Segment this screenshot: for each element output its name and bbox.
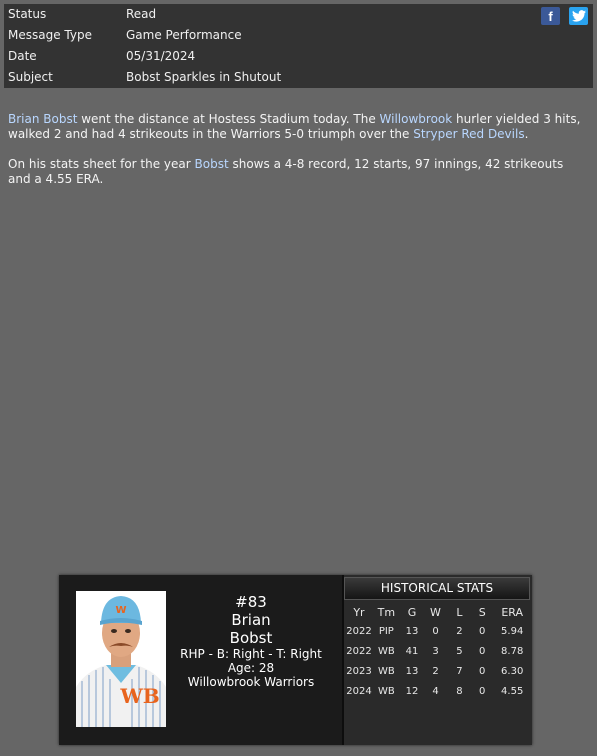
header-row-message-type [4,25,593,46]
player-info-panel [59,575,342,745]
player-card [59,575,532,745]
twitter-icon [572,10,586,22]
article-paragraph-1: Brian Bobst went the distance at Hostess Stadium today. The Willowbrook hurler yielded 3 hits, walked 2 and had 4 strikeouts in the Warriors 5-0 triumph over the Stryper Red Devils. [8,112,581,141]
player-bats-throws: RHP - B: Right - T: Right [180,647,322,661]
player-portrait[interactable] [76,591,166,727]
player-age: Age: 28 [227,661,275,675]
message-type-label: Message Type [8,28,92,42]
player-portrait-image [76,591,166,727]
facebook-icon: f [548,8,553,24]
twitter-share-button[interactable] [569,7,588,25]
player-details [171,593,331,689]
message-type-value: Game Performance [126,28,242,42]
jersey-logo: WB [120,684,160,708]
article-body [8,112,588,202]
player-number: #83 [235,593,267,611]
status-value: Read [126,7,157,21]
player-first-name: Brian [231,611,271,629]
stats-row: 2023 WB 13 2 7 0 6.30 [346,665,524,677]
stats-row: 2022 WB 41 3 5 0 8.78 [346,645,524,657]
date-value: 05/31/2024 [126,49,196,63]
col-g: G [407,605,417,619]
header-row-date [4,46,593,67]
status-label: Status [8,7,47,21]
col-w: W [430,605,441,619]
player-team[interactable]: Willowbrook Warriors [187,675,315,689]
stats-row: 2024 WB 12 4 8 0 4.55 [346,685,524,697]
stats-row: 2022 PIP 13 0 2 0 5.94 [346,625,524,637]
stats-header-row [345,603,532,621]
col-tm: Tm [377,605,396,619]
player-last-name: Bobst [229,629,273,647]
col-era: ERA [501,605,524,619]
team-link[interactable]: Willowbrook [379,112,453,126]
col-s: S [478,605,486,619]
cap-logo: W [115,605,127,616]
message-header [4,4,593,88]
header-row-subject [4,67,593,88]
historical-stats-table [345,603,532,701]
historical-stats-title[interactable]: HISTORICAL STATS [344,577,530,600]
historical-stats-panel [344,575,532,745]
col-l: L [456,605,463,619]
opponent-link[interactable]: Stryper Red Devils [413,127,525,141]
article-paragraph-2: On his stats sheet for the year Bobst shows a 4-8 record, 12 starts, 97 innings, 42 strikeouts and a 4.55 ERA. [8,157,564,186]
subject-label: Subject [8,70,53,84]
player-link-2[interactable]: Bobst [194,157,229,171]
col-yr: Yr [353,605,365,619]
subject-value: Bobst Sparkles in Shutout [126,70,282,84]
header-row-status [4,4,593,25]
player-link[interactable]: Brian Bobst [8,112,78,126]
date-label: Date [8,49,37,63]
facebook-share-button[interactable] [541,7,560,25]
